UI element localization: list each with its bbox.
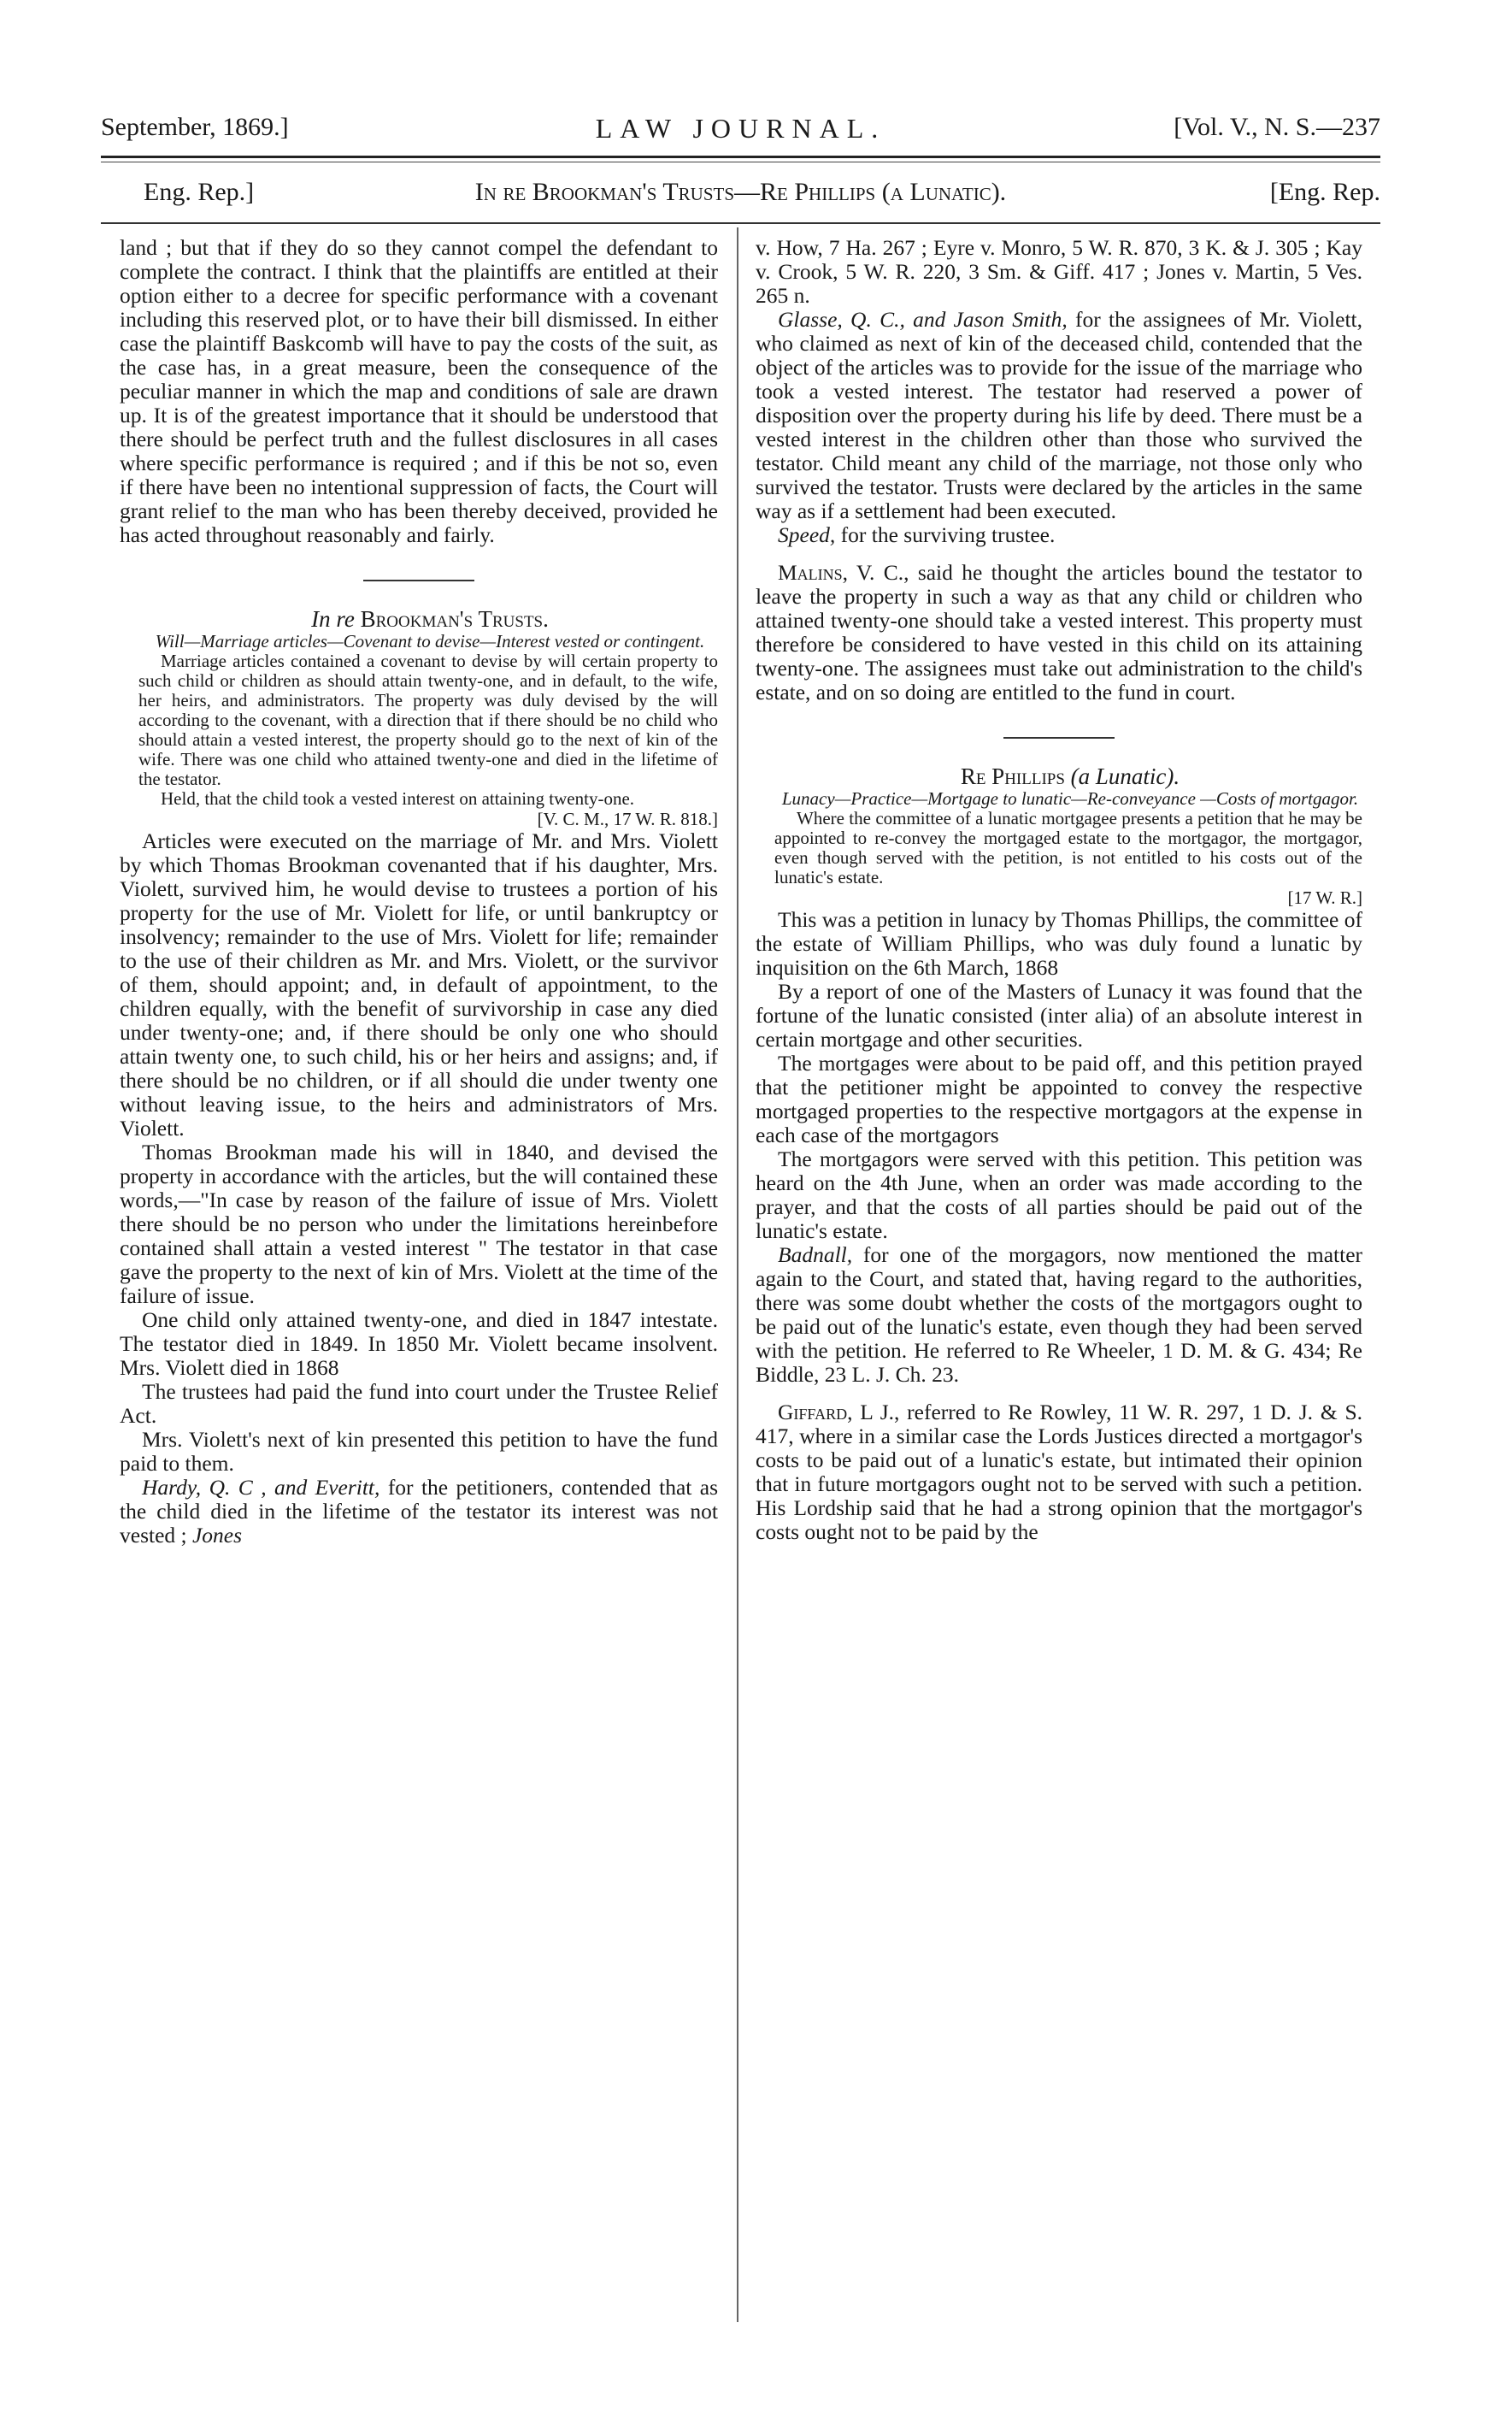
paragraph-text: for one of the morgagors, now mentioned the matter again to the Court, and stated that, having regard to the authorities, there was some doubt whether the costs of the mortgagors ought to be paid out of the lunatic's estate, even though they had been served with the petition. He referred to Re Wheeler, 1 D. M. & G. 434; Re Biddle, 23 L. J. Ch. 23. — [756, 1242, 1363, 1387]
counsel-names: Hardy, Q. C , and Everitt, — [142, 1475, 380, 1500]
running-head — [101, 113, 1380, 150]
subhead-rule — [101, 222, 1380, 224]
headnote: Marriage articles contained a covenant to devise by will certain property to such child or children as should attain twenty-one, and in default, to the wife, her heirs, and administrators. The property was duly devised by the will according to the covenant, with a direction that if there should be no child who should attain a vested interest, the property should go to the next of kin of the wife. There was one child who attained twenty-one and died in the lifetime of the testator. — [138, 651, 718, 789]
paragraph: This was a petition in lunacy by Thomas Phillips, the committee of the estate of William Phillips, who was duly found a lunatic by inquisition on the 6th March, 1868 — [756, 907, 1362, 980]
paragraph: Articles were executed on the marriage of Mr. and Mrs. Violett by which Thomas Brookman covenanted that if his daughter, Mrs. Violett, survived him, he would devise to trustees a portion of his property for the use of Mr. Violett for life, or until bankruptcy or insolvency; remainder to the use of Mrs. Violett for life; remainder to the use of their children as Mr. and Mrs. Violett, or the survivor of them, should appoint; and, in default of appointment, to the children equally, with the benefit of survivorship in case any died under twenty-one; and, if there should be only one who should attain twenty one, to such child, his or her heirs and assigns; and, if there should be no children, or if all should die under twenty one without leaving issue, to the heirs and administrators of Mrs. Violett. — [120, 828, 718, 1141]
paragraph: v. How, 7 Ha. 267 ; Eyre v. Monro, 5 W. R. 870, 3 K. & J. 305 ; Kay v. Crook, 5 W. R. 220, 3 Sm. & Giff. 417 ; Jones v. Martin, 5 Ves. 265 n. — [756, 235, 1362, 308]
paragraph — [756, 1243, 1362, 1387]
headnote-held: Held, that the child took a vested interest on attaining twenty-one. — [161, 788, 635, 809]
report-citation: [17 W. R.] — [1287, 887, 1362, 908]
paragraph: The mortgagors were served with this petition. This petition was heard on the 4th June, when an order was made according to the prayer, and that the costs of all parties should be paid out of the lunatic's estate. — [756, 1147, 1362, 1243]
header-rule-thick — [101, 156, 1380, 158]
paragraph — [756, 523, 1362, 547]
paragraph-text: for the assignees of Mr. Violett, who claimed as next of kin of the deceased child, contended that the object of the articles was to provide for the issue of the marriage who took a vested interest. The testator had reserved a power of disposition over the property during his life by deed. There must be a vested interest in the children other than those who survived the testator. Child meant any child of the marriage, not those only who survived the testator. Trusts were declared by the articles in the same way as if a settlement had been executed. — [756, 307, 1363, 523]
case-name: Jones — [191, 1523, 243, 1548]
paragraph — [756, 308, 1362, 523]
counsel-names: Speed, — [778, 522, 836, 547]
section-subhead — [101, 178, 1380, 212]
right-column — [756, 236, 1362, 1544]
journal-title: LAW JOURNAL. — [595, 113, 886, 144]
paragraph — [756, 1400, 1362, 1544]
case-title-phillips — [756, 764, 1362, 788]
paragraph-text: for the petitioners, contended that as the child died in the lifetime of the testator its interest was not vested ; — [120, 1475, 719, 1548]
case-title-name: Re Phillips — [960, 763, 1065, 789]
subhead-right: [Eng. Rep. — [1269, 178, 1380, 206]
paragraph-text: for the surviving trustee. — [840, 522, 1056, 547]
paragraph: The trustees had paid the fund into court under the Trustee Relief Act. — [120, 1379, 718, 1428]
judge-name: Malins, V. C., — [778, 560, 909, 585]
paragraph-text: referred to Re Rowley, 11 W. R. 297, 1 D. J. & S. 417, where in a similar case the Lords Justices directed a mortgagor's costs to be paid out of a lunatic's estate, but intimated their opinion that in future mortgagors ought not to be served with such a petition. His Lordship said that he had a strong opinion that the mortgagor's costs ought not to be paid by the — [756, 1400, 1363, 1544]
headnote: Where the committee of a lunatic mortgagee presents a petition that he may be appointed to re-convey the mortgaged estate to the mortgagor, the mortgagor, even though served with the petition, is not entitled to his costs out of the lunatic's estate. — [774, 808, 1362, 887]
issue-date: September, 1869.] — [101, 113, 289, 141]
subhead-center: In re Brookman's Trusts—Re Phillips (a Lunatic). — [474, 178, 1007, 206]
case-title-name: Brookman's Trusts. — [360, 606, 549, 632]
paragraph — [120, 1476, 718, 1548]
judge-name: Giffard, L J., — [778, 1400, 900, 1424]
paragraph: land ; but that if they do so they cannot compel the defendant to complete the contract. I think that the plaintiffs are entitled at their option either to a decree for specific performance with a covenant including this reserved plot, or to have their bill dismissed. In either case the plaintiff Baskcomb will have to pay the costs of the suit, as the case has, in a great measure, been the consequence of the peculiar manner in which the map and conditions of sale are drawn up. It is of the greatest importance that it should be understood that there should be perfect truth and the fullest disclosures in all cases where specific performance is required ; and if this be not so, even if there have been no intentional suppression of facts, the Court will grant relief to the man who has been thereby deceived, provided he has acted throughout reasonably and fairly. — [120, 235, 718, 547]
counsel-names: Glasse, Q. C., and Jason Smith, — [778, 307, 1068, 332]
paragraph: By a report of one of the Masters of Lunacy it was found that the fortune of the lunatic consisted (inter alia) of an absolute interest in certain mortgage and other securities. — [756, 979, 1362, 1052]
case-subtitle: Lunacy—Practice—Mortgage to lunatic—Re-conveyance —Costs of mortgagor. — [781, 788, 1359, 809]
case-subtitle: Will—Marriage articles—Covenant to devise—Interest vested or contingent. — [155, 631, 705, 651]
section-divider — [363, 580, 474, 581]
case-title-prefix: In re — [311, 606, 355, 632]
paragraph: One child only attained twenty-one, and died in 1847 intestate. The testator died in 1849. In 1850 Mr. Violett became insolvent. Mrs. Violett died in 1868 — [120, 1307, 718, 1380]
counsel-names: Badnall, — [778, 1242, 853, 1267]
paragraph: Thomas Brookman made his will in 1840, and devised the property in accordance with the articles, but the will contained these words,—"In case by reason of the failure of issue of Mrs. Violett there should be no person who under the limitations hereinbefore contained shall attain a vested interest " The testator in that case gave the property to the next of kin of Mrs. Violett at the time of the failure of issue. — [120, 1140, 718, 1308]
paragraph-text: said he thought the articles bound the testator to leave the property in such a way as that any child or children who attained twenty-one should take a vested interest. This property must therefore be considered to have vested in this child on its attaining twenty-one. The assignees must take out administration to the child's estate, and on so doing are entitled to the fund in court. — [756, 560, 1362, 704]
subhead-left: Eng. Rep.] — [144, 178, 255, 206]
volume-page: [Vol. V., N. S.—237 — [1174, 113, 1380, 141]
paragraph: The mortgages were about to be paid off, and this petition prayed that the petitioner might be appointed to convey the respective mortgaged properties to the respective mortgagors at the expense in each case of the mortgagors — [756, 1051, 1362, 1147]
case-title-paren: (a Lunatic). — [1070, 763, 1180, 789]
left-column — [120, 236, 718, 1548]
paragraph: Mrs. Violett's next of kin presented this petition to have the fund paid to them. — [120, 1427, 718, 1476]
paragraph — [756, 561, 1362, 704]
report-citation: [V. C. M., 17 W. R. 818.] — [537, 809, 718, 829]
column-divider — [737, 227, 738, 2322]
case-title-brookman — [120, 607, 718, 631]
section-divider — [1003, 737, 1115, 739]
